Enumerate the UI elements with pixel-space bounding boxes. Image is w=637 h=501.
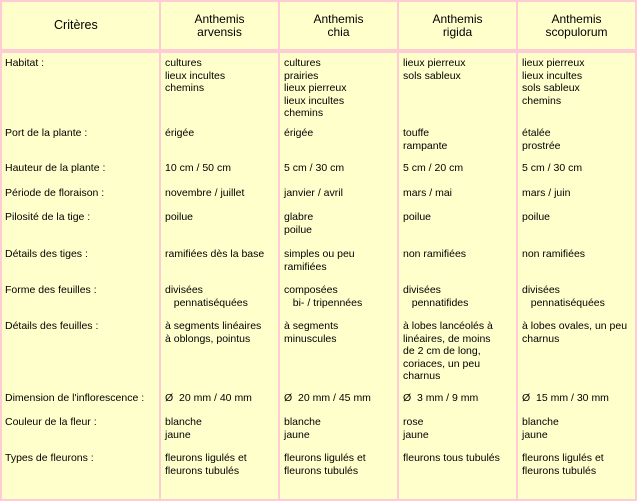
cell-line: jaune (522, 428, 548, 441)
table-cell (165, 392, 252, 405)
cell-line: cultures (165, 57, 202, 69)
cell-line: rampante (403, 139, 448, 152)
cell-line: Ø 15 mm / 30 mm (522, 392, 609, 404)
cell-line: minuscules (284, 332, 337, 345)
table-cell (165, 187, 244, 200)
cell-line: bi- / tripennées (284, 296, 363, 309)
cell-line: prairies (284, 69, 319, 82)
cell-line: à oblongs, pointus (165, 332, 251, 345)
row-label: Port de la plante : (5, 127, 88, 139)
table-cell (284, 57, 346, 120)
cell-line: mars / mai (403, 187, 453, 199)
cell-line: poilue (403, 211, 432, 223)
cell-line: charnus (522, 332, 560, 345)
row-label: Couleur de la fleur : (5, 416, 97, 428)
header-text: Anthemis chia (313, 11, 364, 39)
table-cell (522, 320, 627, 345)
table-cell (165, 284, 248, 309)
row-label: Détails des feuilles : (5, 320, 99, 332)
row-label: Période de floraison : (5, 187, 105, 199)
cell-line: jaune (403, 428, 429, 441)
table-cell (165, 416, 202, 441)
cell-line: ramifiées dès la base (165, 248, 265, 260)
table-cell (403, 320, 493, 383)
table-cell (403, 248, 466, 261)
cell-line: cultures (284, 57, 321, 69)
cell-line: divisées (165, 284, 203, 296)
cell-line: blanche (284, 416, 321, 428)
cell-line: ramifiées (284, 260, 327, 273)
table-cell (165, 211, 193, 224)
cell-line: fleurons ligulés et (522, 452, 604, 464)
cell-line: coriaces, un peu (403, 357, 481, 370)
cell-line: jaune (284, 428, 310, 441)
table-cell (522, 57, 584, 107)
cell-line: à segments (284, 320, 339, 332)
table-cell (403, 162, 463, 175)
table-cell (522, 452, 604, 477)
table-cell (522, 162, 582, 175)
row-label: Dimension de l'inflorescence : (5, 392, 145, 404)
cell-line: étalée (522, 127, 551, 139)
table-cell (403, 416, 429, 441)
cell-line: à lobes lancéolés à (403, 320, 493, 332)
cell-line: à segments linéaires (165, 320, 262, 332)
table-cell (284, 187, 343, 200)
header-criteres (2, 2, 159, 49)
row-label: Habitat : (5, 57, 45, 69)
cell-line: fleurons tubulés (165, 464, 240, 477)
table-cell (284, 127, 313, 140)
cell-line: rose (403, 416, 424, 428)
cell-line: divisées (522, 284, 560, 296)
cell-line: Ø 20 mm / 40 mm (165, 392, 252, 404)
cell-line: fleurons tubulés (284, 464, 359, 477)
cell-line: de 2 cm de long, (403, 345, 481, 357)
cell-line: touffe (403, 127, 430, 139)
cell-line: 5 cm / 30 cm (522, 162, 583, 174)
cell-line: non ramifiées (522, 248, 586, 260)
cell-line: fleurons ligulés et (284, 452, 366, 464)
table-cell (165, 57, 225, 95)
cell-line: Ø 20 mm / 45 mm (284, 392, 371, 404)
table-cell (522, 211, 550, 224)
header-text: Anthemis rigida (432, 11, 483, 39)
table-cell (165, 452, 247, 477)
table-cell (522, 248, 585, 261)
table-cell (403, 187, 452, 200)
cell-line: chemins (165, 82, 205, 94)
row-label: Pilosité de la tige : (5, 211, 91, 223)
cell-line: charnus (403, 370, 441, 382)
header-species-1 (161, 2, 278, 49)
table-cell (522, 392, 609, 405)
table-cell (284, 284, 362, 309)
cell-line: blanche (522, 416, 559, 428)
cell-line: érigée (165, 127, 195, 139)
table-cell (522, 127, 561, 152)
cell-line: lieux incultes (522, 69, 583, 82)
table-cell (403, 392, 478, 405)
header-species-3 (399, 2, 516, 49)
cell-line: simples ou peu (284, 248, 355, 260)
table-cell (284, 248, 355, 273)
header-species-2 (280, 2, 397, 49)
cell-line: linéaires, de moins (403, 332, 491, 345)
cell-line: érigée (284, 127, 314, 139)
cell-line: mars / juin (522, 187, 571, 199)
table-cell (403, 284, 468, 309)
table-cell (165, 127, 194, 140)
header-text: Critères (54, 18, 98, 32)
header-species-4 (518, 2, 635, 49)
table-cell (165, 162, 231, 175)
table-cell (284, 211, 313, 236)
cell-line: lieux incultes (165, 69, 226, 82)
table-cell (284, 162, 344, 175)
row-label: Hauteur de la plante : (5, 162, 106, 174)
cell-line: poilue (165, 211, 194, 223)
table-cell (284, 320, 338, 345)
cell-line: lieux pierreux (284, 82, 347, 94)
cell-line: Ø 3 mm / 9 mm (403, 392, 479, 404)
cell-line: à lobes ovales, un peu (522, 320, 628, 332)
cell-line: composées (284, 284, 338, 296)
table-cell (522, 187, 570, 200)
cell-line: non ramifiées (403, 248, 467, 260)
cell-line: poilue (284, 223, 313, 236)
header-text: Anthemis arvensis (194, 11, 245, 39)
cell-line: pennatiséquées (522, 296, 605, 309)
table-cell (165, 320, 261, 345)
cell-line: prostrée (522, 139, 561, 152)
cell-line: sols sableux (522, 82, 580, 94)
row-label: Détails des tiges : (5, 248, 88, 260)
body-column-0 (2, 53, 159, 499)
cell-line: jaune (165, 428, 191, 441)
cell-line: lieux incultes (284, 94, 345, 107)
cell-line: divisées (403, 284, 441, 296)
cell-line: lieux pierreux (522, 57, 585, 69)
cell-line: 10 cm / 50 cm (165, 162, 231, 174)
header-text: Anthemis scopulorum (545, 11, 608, 39)
table-cell (403, 452, 500, 465)
cell-line: 5 cm / 20 cm (403, 162, 464, 174)
cell-line: janvier / avril (284, 187, 343, 199)
table-cell (403, 57, 465, 82)
cell-line: fleurons tubulés (522, 464, 597, 477)
cell-line: novembre / juillet (165, 187, 245, 199)
table-cell (165, 248, 264, 261)
table-cell (284, 416, 321, 441)
cell-line: fleurons tous tubulés (403, 452, 500, 464)
table-cell (522, 284, 605, 309)
table-cell (284, 452, 366, 477)
cell-line: lieux pierreux (403, 57, 466, 69)
cell-line: pennatiséquées (165, 296, 248, 309)
cell-line: glabre (284, 211, 314, 223)
cell-line: sols sableux (403, 69, 461, 82)
table-cell (403, 127, 447, 152)
cell-line: fleurons ligulés et (165, 452, 247, 464)
cell-line: chemins (284, 107, 324, 119)
table-cell (403, 211, 431, 224)
row-label: Forme des feuilles : (5, 284, 97, 296)
table-cell (522, 416, 559, 441)
cell-line: poilue (522, 211, 551, 223)
cell-line: pennatifides (403, 296, 469, 309)
cell-line: 5 cm / 30 cm (284, 162, 345, 174)
cell-line: chemins (522, 94, 562, 107)
cell-line: blanche (165, 416, 202, 428)
row-label: Types de fleurons : (5, 452, 94, 464)
table-cell (284, 392, 371, 405)
